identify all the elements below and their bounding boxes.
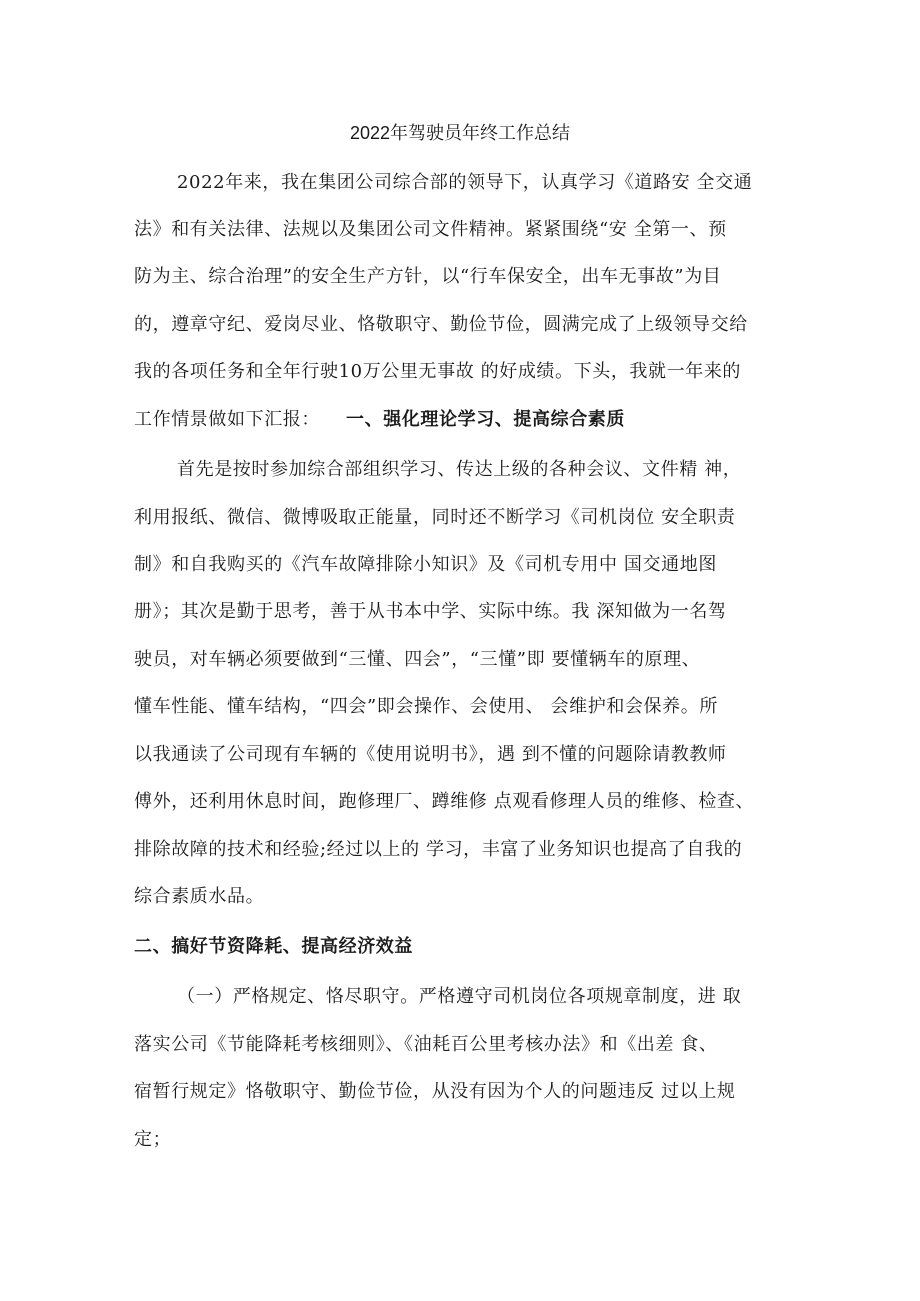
paragraph-2-line-8: 傅外，还利用休息时间，跑修理厂、蹲维修 点观看修理人员的维修、检查、	[134, 791, 755, 812]
section-heading-1: 一、强化理论学习、提高综合素质	[346, 409, 625, 430]
paragraph-3-line-2: 落实公司《节能降耗考核细则》、《油耗百公里考核办法》和《出差 食、	[134, 1034, 718, 1055]
paragraph-2-line-4: 册》；其次是勤于思考，善于从书本中学、实际中练。我 深知做为一名驾	[134, 601, 727, 622]
paragraph-1-line-1: 2022年来，我在集团公司综合部的领导下，认真学习《道路安 全交通	[177, 172, 753, 193]
paragraph-1-line-3: 防为主、综合治理”的安全生产方针，以“行车保安全，出车无事故”为目	[134, 266, 722, 287]
paragraph-2-line-2: 利用报纸、微信、微博吸取正能量，同时还不断学习《司机岗位 安全职责	[134, 507, 736, 528]
paragraph-2-line-5: 驶员，对车辆必须要做到“三懂、四会”，“三懂”即 要懂辆车的原理、	[134, 649, 701, 670]
paragraph-1-line-6	[134, 408, 625, 432]
paragraph-2-line-3: 制》和自我购买的《汽车故障排除小知识》及《司机专用中 国交通地图	[134, 554, 717, 575]
section-heading-2: 二、搞好节资降耗、提高经济效益	[134, 936, 413, 957]
paragraph-1-line-5: 我的各项任务和全年行驶10万公里无事故 的好成绩。下头，我就一年来的	[134, 361, 742, 382]
paragraph-2-line-10: 综合素质水品。	[134, 886, 265, 907]
paragraph-2-line-9: 排除故障的技术和经验;经过以上的 学习，丰富了业务知识也提高了自我的	[134, 839, 743, 860]
paragraph-1-line-2: 法》和有关法律、法规以及集团公司文件精神。紧紧围绕“安 全第一、预	[134, 219, 727, 240]
paragraph-2-line-1: 首先是按时参加综合部组织学习、传达上级的各种会议、文件精 神，	[177, 459, 742, 480]
paragraph-2-line-7: 以我通读了公司现有车辆的《使用说明书》，遇 到不懂的问题除请教教师	[134, 744, 727, 765]
paragraph-3-line-4: 定；	[134, 1129, 172, 1150]
paragraph-1-last-text: 工作情景做如下汇报：	[134, 409, 320, 430]
paragraph-2-line-6: 懂车性能、懂车结构，“四会”即会操作、会使用、 会维护和会保养。所	[134, 696, 718, 717]
paragraph-1-line-4: 的，遵章守纪、爱岗尽业、恪敬职守、勤俭节俭，圆满完成了上级领导交给	[134, 314, 748, 335]
paragraph-3-line-3: 宿暂行规定》恪敬职守、勤俭节俭，从没有因为个人的问题违反 过以上规	[134, 1081, 736, 1102]
paragraph-3-line-1: （一）严格规定、恪尽职守。严格遵守司机岗位各项规章制度，进 取	[177, 986, 742, 1007]
document-title: 2022年驾驶员年终工作总结	[349, 123, 571, 143]
